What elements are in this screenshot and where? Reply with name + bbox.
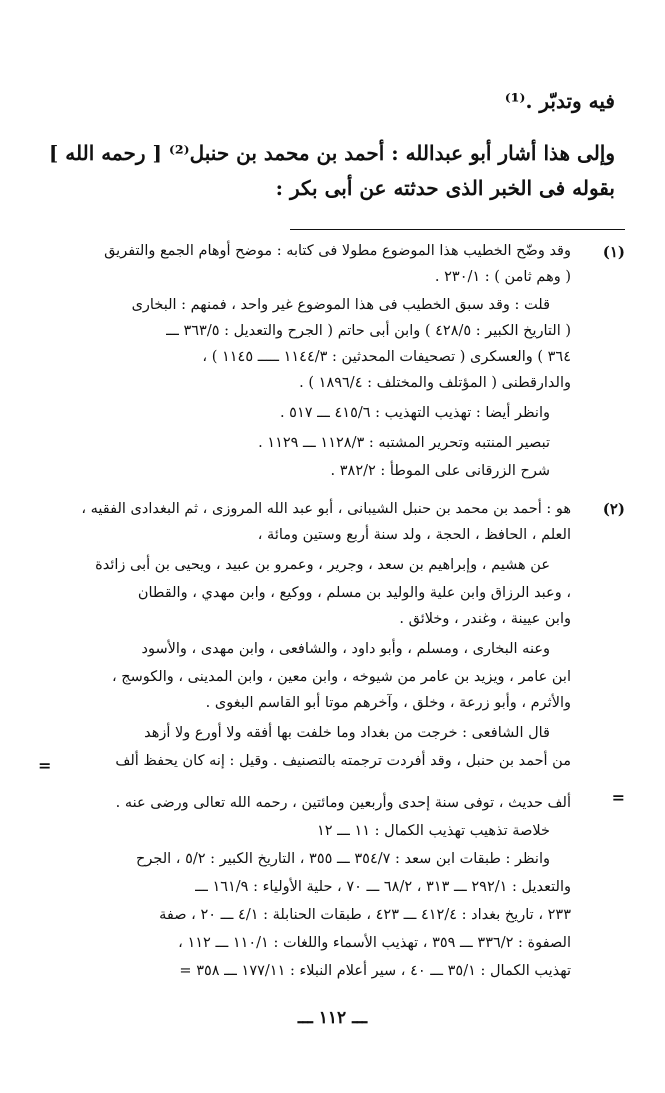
footnote-1-line: قلت : وقد سبق الخطيب فى هذا الموضوع غير واحد ، فمنهم : البخارى [131,297,550,313]
body-line-2: وإلى هذا أشار أبو عبدالله : أحمد بن محمد بن حنبل⁽²⁾ [ رحمه الله ] [48,141,615,165]
footnote-1-line: ( التاريخ الكبير : ٤٢٨/٥ ) وابن أبى حاتم ( الجرح والتعديل : ٣٦٣/٥ ـــ [166,323,571,339]
footnote-2-line: وعنه البخارى ، ومسلم ، وأبو داود ، والشافعى ، وابن مهدى ، والأسود [141,641,550,657]
footnote-2-line: والأثرم ، وأبو زرعة ، وخلق ، وآخرهم موتا أبو القاسم البغوى . [205,695,571,711]
footnote-2-line: وانظر : طبقات ابن سعد : ٣٥٤/٧ ـــ ٣٥٥ ، التاريخ الكبير : ٥/٢ ، الجرح [136,851,550,867]
footnote-1-line: وقد وضّح الخطيب هذا الموضوع مطولا فى كتابه : موضح أوهام الجمع والتفريق [104,243,571,259]
footnote-2-line: العلم ، الحافظ ، الحجة ، ولد سنة أربع وستين ومائة ، [257,527,571,543]
footnote-2-line: خلاصة تذهيب تهذيب الكمال : ١١ ـــ ١٢ [316,823,550,839]
continuation-marker: = [611,788,625,807]
footnote-2-line: ٢٣٣ ، تاريخ بغداد : ٤١٢/٤ ـــ ٤٢٣ ، طبقات الحنابلة : ٤/١ ـــ ٢٠ ، صفة [159,907,571,923]
footnote-1-line: ( وهم ثامن ) : ٢٣٠/١ . [434,269,571,285]
footnote-2-line: قال الشافعى : خرجت من بغداد وما خلفت بها أفقه ولا أورع ولا أزهد [144,725,550,741]
footnote-2-line: وابن عيينة ، وغندر ، وخلائق . [399,611,571,627]
footnote-1-line: شرح الزرقانى على الموطأ : ٣٨٢/٢ . [330,463,550,479]
page-number: ـــ ١١٢ ـــ [297,1008,368,1028]
footnote-2-line: والتعديل : ٢٩٢/١ ـــ ٣١٣ ، ٦٨/٢ ـــ ٧٠ ، حلية الأولياء : ١٦١/٩ ـــ [195,879,571,895]
footnote-2-number: (٢) [602,500,625,518]
footnote-1-line: والدارقطنى ( المؤتلف والمختلف : ١٨٩٦/٤ ) . [299,375,571,391]
footnote-2-line: عن هشيم ، وإبراهيم بن سعد ، وجرير ، وعمرو بن عبيد ، ويحيى بن أبى زائدة [95,557,550,573]
footnote-2-line: ابن عامر ، ويزيد بن عامر من شيوخه ، وابن معين ، وابن المدينى ، والكوسج ، [111,669,571,685]
footnote-2-line: تهذيب الكمال : ٣٥/١ ـــ ٤٠ ، سير أعلام النبلاء : ١٧٧/١١ ـــ ٣٥٨ = [179,963,571,979]
footnote-1-line: تبصير المنتبه وتحرير المشتبه : ١١٢٨/٣ ـــ ١١٢٩ . [258,435,550,451]
footnote-1-number: (١) [602,243,625,261]
footnote-1-line: ٣٦٤ ) والعسكرى ( تصحيفات المحدثين : ١١٤٤/٣ ـــــ ١١٤٥ ) ، [202,349,571,365]
footnote-1-line: وانظر أيضا : تهذيب التهذيب : ٤١٥/٦ ـــ ٥١٧ . [279,405,550,421]
body-line-3: بقوله فى الخبر الذى حدثته عن أبى بكر : [275,176,615,200]
body-line-1: فيه وتدبّر .⁽¹⁾ [504,89,615,113]
footnote-2-line: ، وعبد الرزاق وابن علية والوليد بن مسلم ، ووكيع ، وابن مهدي ، والقطان [137,585,571,601]
footnote-2-line: ألف حديث ، توفى سنة إحدى وأربعين ومائتين ، رحمه الله تعالى ورضى عنه . [115,795,571,811]
footnote-2-line: هو : أحمد بن محمد بن حنبل الشيبانى ، أبو عبد الله المروزى ، ثم البغدادى الفقيه ، [81,501,571,517]
continued-marker-left: = [38,756,52,775]
footnote-2-line: الصفوة : ٣٣٦/٢ ـــ ٣٥٩ ، تهذيب الأسماء واللغات : ١١٠/١ ـــ ١١٢ ، [178,935,571,951]
footnote-separator [290,229,625,230]
footnote-2-line: من أحمد بن حنبل ، وقد أفردت ترجمته بالتصنيف . وقيل : إنه كان يحفظ ألف [115,753,571,769]
